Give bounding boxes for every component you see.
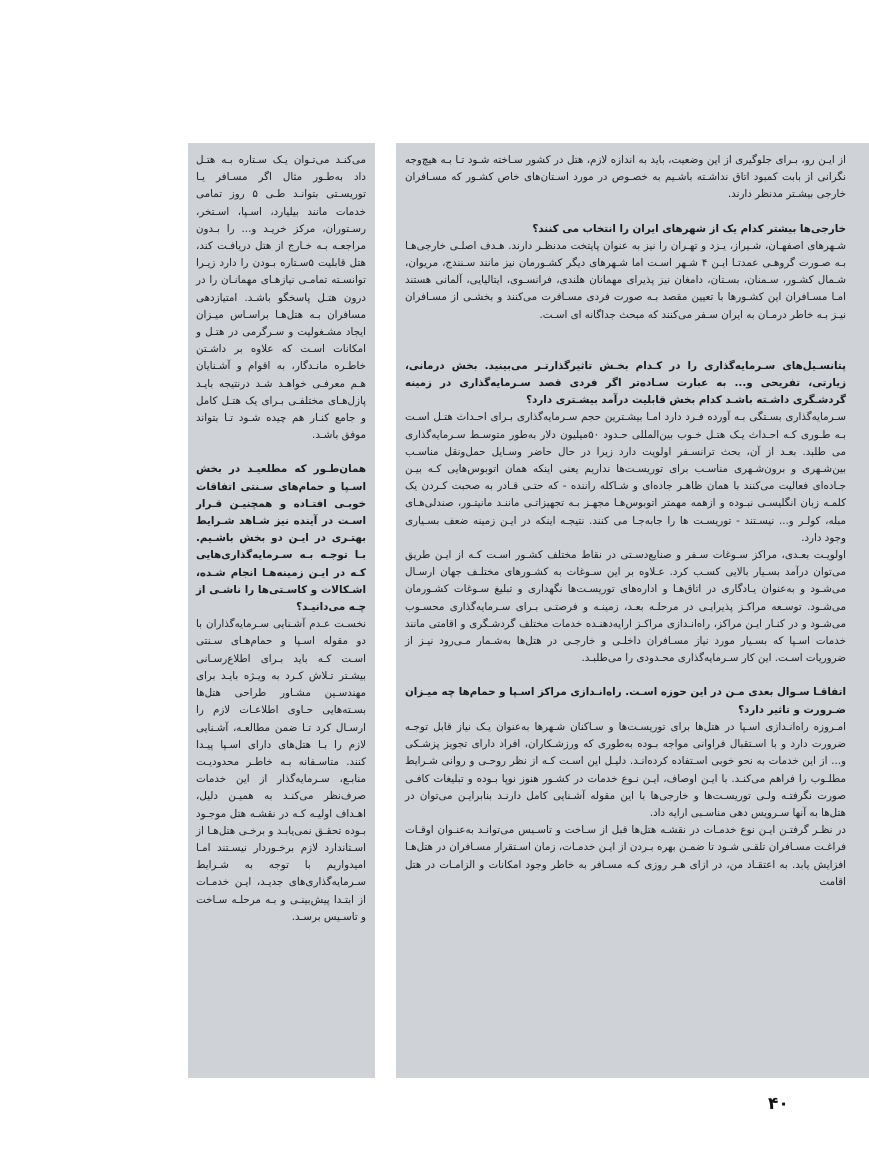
interview-answer: اولویـت بعـدی، مراکز سـوغات سـفر و صنایع‌دسـتی در نقاط مختلف کشـور اسـت کـه از ایـن طریق می‌توان درآمد بسـیار بالایی کسـب کرد. عـلاوه بر این سـوغات به کشـورهای مختلـف جهان ارسـال می‌شـود و به‌عنوان یـادگاری در اتاق‌هـا و اداره‌های توریسـت‌ها نگهداری و تبلیغ سـوغات کشـورمان می‌شـود. توسـعه مراکـز پذیرایـی در مرحلـه بعـد، زمینـه و فرصتـی بـرای سـرمایه‌گذاری محسـوب می‌شـود و در کنـار ایـن مراکز، راه‌انـدازی مراکـز ارایه‌دهنـده خدمات مختلف گردشـگری و اقامتی مانند خدمات اسـپا که بسـیار مورد نیاز مسـافران داخلـی و خارجـی در هتل‌ها به‌شـمار مـی‌رود نیـز از ضروریات اسـت. این کار سـرمایه‌گذاری محـدودی را می‌طلبـد. — [405, 549, 846, 665]
interview-question: همان‌طـور که مطلعیـد در بخش اسـپا و حمام‌های سـنتی اتفاقات خوبـی افتـاده و همچنیـن قـرار اسـت در آینده نیز شـاهد شـرایط بهتـری در ایـن دو بخش باشـیم. بـا توجـه بـه سـرمایه‌گذاری‌هایی کـه در ایـن زمینه‌هـا انجام شـده، اشـکالات و کاسـتی‌ها را ناشـی از چـه می‌دانیـد؟ — [196, 463, 366, 614]
interview-answer: سـرمایه‌گذاری بسـتگی بـه آورده فـرد دارد امـا بیشـترین حجم سـرمایه‌گذاری بـرای احـداث هتـل اسـت بـه طـوری کـه احـداث یـک هتـل خـوب بین‌المللی حـدود ۵۰میلیون دلار به‌طور متوسـط سـرمایه‌گذاری می طلبد. بعـد از آن، بحث ترانسـفر اولویت دارد زیرا در حال حاضر وسـایل حمل‌ونقل مناسـب بین‌شـهری و برون‌شـهری مناسـب برای توریسـت‌ها نداریم یعنی اینکه همان اتوبوس‌هایی کـه بیـن جـاده‌ای فعالیت می‌کنند با همان ظاهـر جاده‌ای و شـاکله راننده - که حتـی قـادر به صحبت کـردن یک کلمـه زبان انگلیسـی نبـوده و ازهمه مهمتر اتوبوس‌هـا مجهـز بـه تجهیزاتـی ماننـد مانیتـور، صندلی‌هـای مبله، کولـر و... نیسـتند - توریسـت ها را جابه‌جـا می کنند. نتیجـه اینکه در ایـن زمینه ضعف بسـیاری وجود دارد. — [405, 411, 846, 544]
interview-answer: نخسـت عـدم آشـنایی سـرمایه‌گذاران با دو مقوله اسـپا و حمام‌هـای سـنتی اسـت کـه باید بـرای اطلاع‌رسـانی بیشـتر تـلاش کـرد به ویـژه بایـد برای مهندسـین مشـاور طراحی هتل‌ها بسـته‌هایی حـاوی اطلاعـات لازم را ارسـال کرد تـا ضمن مطالعـه، آشـنایی لازم را بـا هتل‌های دارای اسـپا پیـدا کنند. متاسـفانه بـه خاطـر محدودیـت منابـع، سـرمایه‌گذار از این خدمات صرف‌نظر می‌کنـد به همیـن دلیل، اهـداف اولیـه کـه در نقشـه هتل موجـود بـوده تحقـق نمی‌یابـد و برخـی هتل‌هـا از اسـتاندارد لازم برخـوردار نیسـتند امـا امیدواریم با توجه به شـرایط سـرمایه‌گذاری‌های جدیـد، ایـن خدمـات از ابتـدا پیش‌بینـی و بـه مرحلـه سـاخت و تاسـیس برسـد. — [196, 618, 366, 923]
column-gutter — [375, 143, 396, 1078]
paragraph-intro: از ایـن رو، بـرای جلوگیری از این وضعیت، باید به اندازه لازم، هتل در کشور سـاخته شـود تـا بـه هیچ‌وجه نگرانی از بابت کمبود اتاق نداشـته باشـیم به خصـوص در مورد اسـتان‌های خاص کشـور که مسـافران خارجی بیشـتر مدنظر دارند. — [405, 154, 846, 201]
interview-question: خارجی‌ها بیشتر کدام یک از شهرهای ایران را انتخاب می کنند؟ — [532, 222, 846, 235]
page-number: ۴۰ — [768, 1094, 789, 1114]
paragraph-spacer — [405, 667, 846, 684]
interview-answer: امـروزه راه‌انـدازی اسـپا در هتل‌ها برای توریسـت‌ها و سـاکنان شـهرها به‌عنوان یـک نیاز قابل توجـه ضرورت دارد و با اسـتقبال فراوانی مواجه بـوده به‌طوری که ورزشـکاران، افراد دارای تجویز پزشـکی و... از این خدمات به نحو خوبی اسـتفاده کرده‌انـد. دلیـل این اسـت کـه از نظر روحـی و روانی شـرایط مطلـوب را فراهم می‌کنـد. با ایـن اوصاف، ایـن نـوع خدمات در کشـور هنوز نوپا بـوده و تبلیغات کافـی صورت نگرفتـه ولـی توریسـت‌ها و خارجی‌ها با این مقوله آشـنایی کامل دارنـد بنابرایـن می‌توان در هتل‌ها به آنها سـرویس دهی مناسـبی ارایه داد. — [405, 720, 846, 819]
article-column-right — [405, 152, 846, 891]
article-column-left — [196, 152, 366, 926]
interview-answer: شـهرهای اصفهـان، شـیراز، یـزد و تهـران را نیز به عنوان پایتخت مدنظـر دارند. هـدف اصلـی خارجی‌هـا بـه صـورت گروهـی عمدتـا ایـن ۴ شـهر اسـت اما شـهرهای دیگر کشـورمان نیز مانند سـنندج، مریوان، شـمال کشـور، سـمنان، بسـتان، دامغان نیز پذیرای مهمانان هلندی، فرانسـوی، ایتالیایی، آلمانی هستند امـا مسـافران این کشـورها با تعیین مقصد بـه صورت فردی مسـافرت می‌کنند و بخشـی از مسـافران نیـز بـه خاطر درمـان به ایران سـفر می‌کنند که مبحث جداگانه ای اسـت. — [405, 239, 847, 321]
interview-question: اتفاقـا سـوال بعدی مـن در این حوزه اسـت. راه‌انـدازی مراکز اسـپا و حمام‌ها چه میـزان ضـرورت و تاثیر دارد؟ — [405, 686, 846, 716]
paragraph-spacer — [405, 324, 846, 341]
paragraph-spacer — [405, 341, 846, 358]
paragraph-spacer — [405, 204, 846, 221]
paragraph-spacer — [196, 444, 366, 461]
paragraph-continued: می‌کنـد می‌تـوان یـک سـتاره بـه هتـل داد به‌طـور مثال اگر مسـافر یـا توریسـتی بتوانـد طـی ۵ روز تمامی خدمات مانند بیلیارد، اسـپا، اسـتخر، رسـتوران، مرکز خریـد و... را بـدون مراجعـه بـه خـارج از هتل دریافـت کند، هتل قابلیت ۵سـتاره بـودن را دارد زیـرا توانسـته تمامـی نیازهـای مهمانـان را در درون هتـل پاسخگو باشـد. امتیازدهی مسافران بـه هتل‌هـا براسـاس میـزان ایجاد مشـغولیت و سـرگرمی در هتـل و امکانات اسـت که علاوه بر داشـتن خاطـره مانـدگار، به اقوام و آشـنایان هـم معرفـی خواهـد شـد درنتیجه بایـد پازل‌هـای مختلفـی بـرای یک هتـل کامل و جامع کنـار هم چیده شـود تـا بتواند موفق باشـد. — [196, 154, 366, 442]
interview-answer: در نظـر گرفتـن ایـن نوع خدمـات در نقشـه هتل‌ها قبل از سـاخت و تاسـیس می‌توانـد به‌عنـوان اوقـات فراغـت مسـافران تلقـی شـود تا ضمـن بهره بـردن از ایـن خدمـات، زمان اسـتقرار مسـافران در هتل‌هـا افزایش یابد. به اعتقـاد من، در ازای هـر روزی کـه مسـافر به خاطر وجود امکانات و الزامـات در هتل اقامت — [405, 824, 846, 888]
interview-question: پتانسـیل‌های سـرمایه‌گذاری را در کـدام بخـش تاثیرگذارتـر می‌بینید. بخش درمانی، زیارتی، تفریحی و... به عبارت سـاده‌تر اگر فردی قصد سـرمایه‌گذاری در زمینه گردشـگری داشـته باشـد کدام بخش قابلیت درآمد بیشـتری دارد؟ — [405, 359, 846, 407]
